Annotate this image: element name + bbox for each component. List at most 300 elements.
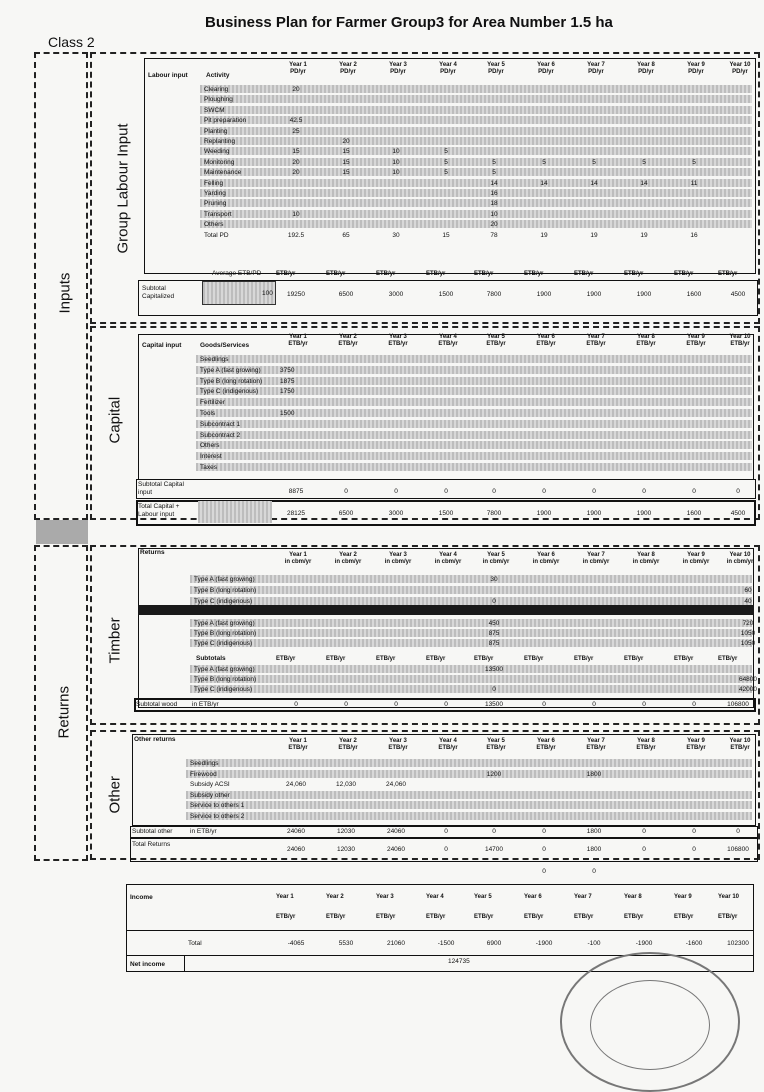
year-header: Year 6 ETB/yr xyxy=(536,334,556,347)
labour-subtotal-value: 1900 xyxy=(636,291,652,298)
activity-value: 14 xyxy=(590,179,598,187)
below-value: 0 xyxy=(592,868,596,875)
other-row-label: Subsidy other xyxy=(190,791,230,799)
capital-total-value: 1600 xyxy=(686,510,702,517)
year-header: Year 8 ETB/yr xyxy=(636,738,656,751)
year-header: Year 2 PD/yr xyxy=(339,62,357,75)
income-total-value: 21060 xyxy=(386,940,406,947)
year-header: Year 4 PD/yr xyxy=(439,62,457,75)
activity-value: 5 xyxy=(492,158,496,166)
other-row-label: Service to others 1 xyxy=(190,802,245,809)
activity-value: 78 xyxy=(490,231,498,239)
net-income-value: 124735 xyxy=(448,958,470,965)
etb-header: ETB/yr xyxy=(474,656,494,662)
year-header: Year 7 ETB/yr xyxy=(586,738,606,751)
etb-header: ETB/yr xyxy=(326,656,346,662)
activity-value: 10 xyxy=(392,158,400,166)
year-header: Year 10 in cbm/yr xyxy=(726,552,754,565)
capital-total-value: 1900 xyxy=(636,510,652,517)
activity-value: 25 xyxy=(292,127,300,135)
capital-total-value: 3000 xyxy=(388,510,404,517)
etb-header: ETB/yr xyxy=(674,271,694,277)
year-header: Year 3 in cbm/yr xyxy=(384,552,412,565)
activity-value: 15 xyxy=(342,169,350,177)
year-header: Year 3 ETB/yr xyxy=(388,738,408,751)
capital-row-label: Interest xyxy=(200,453,222,461)
labour-subtotal-value: 1900 xyxy=(536,291,552,298)
timber-cbm-value: 30 xyxy=(490,576,498,583)
capital-subtotal-value: 0 xyxy=(542,488,546,495)
capital-total-value: 6500 xyxy=(338,510,354,517)
returns-label: Returns xyxy=(140,549,165,556)
timber-etb-value: 42000 xyxy=(738,686,758,693)
activity-row-label: Replanting xyxy=(204,138,236,145)
other-section-label: Other xyxy=(106,775,124,814)
timber-cbm-value: 60 xyxy=(744,587,752,594)
capital-subtotal-value: 0 xyxy=(444,488,448,495)
labour-subtotal-value: 19250 xyxy=(286,291,306,298)
year-header: Year 1 PD/yr xyxy=(289,62,307,75)
year-header: Year 4 ETB/yr xyxy=(438,334,458,347)
etb-header: ETB/yr xyxy=(426,656,446,662)
capital-value: 3750 xyxy=(280,366,295,374)
timber-subtotal-value: 0 xyxy=(542,701,546,708)
activity-row-label: Yarding xyxy=(204,190,226,197)
other-subtotal-value: 0 xyxy=(444,828,448,835)
returns-section-label: Returns xyxy=(55,685,73,739)
timber-price-value: 875 xyxy=(488,640,500,647)
income-year-header: Year 2 xyxy=(326,894,344,900)
income-year-header: Year 7 xyxy=(574,894,592,900)
income-total-value: 102300 xyxy=(727,940,749,947)
activity-value: 15 xyxy=(292,148,300,156)
capital-total-value: 1500 xyxy=(438,510,454,517)
etb-header: ETB/yr xyxy=(718,271,738,277)
returns-total-value: 0 xyxy=(692,846,696,853)
year-header: Year 5 ETB/yr xyxy=(486,334,506,347)
income-year-header: Year 8 xyxy=(624,894,642,900)
activity-value: 20 xyxy=(490,221,498,229)
timber-etb-value: 64800 xyxy=(738,676,758,683)
etb-header: ETB/yr xyxy=(426,271,446,277)
labour-input-label: Labour input xyxy=(148,72,188,79)
income-total-value: -1500 xyxy=(437,940,455,947)
capital-subtotal-value: 0 xyxy=(692,488,696,495)
year-header: Year 10 ETB/yr xyxy=(729,334,751,347)
net-income-label: Net income xyxy=(130,961,166,968)
timber-price-value: 1050 xyxy=(740,630,756,637)
activity-row-label: Ploughing xyxy=(204,96,233,104)
capital-total-value: 7800 xyxy=(486,510,502,517)
capital-section-label: Capital xyxy=(106,396,124,444)
timber-subtotal-label: Subtotal wood xyxy=(136,701,178,708)
etb-header: ETB/yr xyxy=(474,271,494,277)
other-subtotal-value: 12030 xyxy=(336,828,356,835)
row-shading xyxy=(196,463,752,471)
year-header: Year 10 PD/yr xyxy=(729,62,751,75)
activity-value: 20 xyxy=(292,158,300,166)
other-subtotal-value: 0 xyxy=(692,828,696,835)
activity-value: 10 xyxy=(392,169,400,177)
page-title: Business Plan for Farmer Group3 for Area Number 1.5 ha xyxy=(205,14,613,31)
income-row-divider xyxy=(126,930,754,931)
capital-subtotal-value: 0 xyxy=(492,488,496,495)
timber-price-value: 1050 xyxy=(740,640,756,647)
other-value: 24,060 xyxy=(386,781,406,788)
returns-total-value: 106800 xyxy=(727,846,749,853)
etb-header: ETB/yr xyxy=(624,656,644,662)
timber-subtotals-label: Subtotals xyxy=(196,655,226,662)
row-shading xyxy=(196,431,752,439)
returns-total-value: 24060 xyxy=(286,846,306,853)
returns-total-value: 12030 xyxy=(336,846,356,853)
timber-subtotal-value: 0 xyxy=(642,701,646,708)
timber-etb-value: 0 xyxy=(492,686,496,693)
capital-subtotal-value: 0 xyxy=(642,488,646,495)
year-header: Year 6 PD/yr xyxy=(537,62,555,75)
returns-total-value: 14700 xyxy=(484,846,504,853)
activity-value: 14 xyxy=(640,179,648,187)
year-header: Year 5 in cbm/yr xyxy=(482,552,510,565)
returns-total-value: 0 xyxy=(642,846,646,853)
labour-subtotal-value: 1900 xyxy=(586,291,602,298)
activity-row-label: Planting xyxy=(204,127,228,135)
activity-value: 19 xyxy=(640,231,648,239)
activity-value: 15 xyxy=(342,148,350,156)
year-header: Year 3 ETB/yr xyxy=(388,334,408,347)
activity-value: 10 xyxy=(292,210,300,218)
returns-total-value: 24060 xyxy=(386,846,406,853)
timber-subtotal-value: 0 xyxy=(344,701,348,708)
income-unit-header: ETB/yr xyxy=(574,914,594,920)
activity-row-label: SWCM xyxy=(204,106,225,114)
income-unit-header: ETB/yr xyxy=(276,914,296,920)
capital-row-label: Subcontract 2 xyxy=(200,431,241,439)
other-subtotal-value: 1800 xyxy=(586,828,602,835)
below-value: 0 xyxy=(542,868,546,875)
activity-value: 5 xyxy=(542,158,546,166)
year-header: Year 8 PD/yr xyxy=(637,62,655,75)
labour-subtotal-value: 1500 xyxy=(438,291,454,298)
other-subtotal-value: 0 xyxy=(736,828,740,835)
row-shading xyxy=(196,441,752,449)
timber-subtotal-unit: in ETB/yr xyxy=(192,701,219,708)
other-row-label: Firewood xyxy=(190,770,217,778)
income-unit-header: ETB/yr xyxy=(326,914,346,920)
year-header: Year 3 PD/yr xyxy=(389,62,407,75)
year-header: Year 4 in cbm/yr xyxy=(434,552,462,565)
timber-cbm-row-label: Type C (indigenous) xyxy=(194,598,253,605)
capital-total-value: 1900 xyxy=(586,510,602,517)
activity-value: 30 xyxy=(392,231,400,239)
activity-value: 5 xyxy=(492,169,496,177)
income-total-value: -100 xyxy=(587,940,601,947)
activity-value: 65 xyxy=(342,231,350,239)
capital-row-label: Fertilizer xyxy=(200,399,225,407)
capital-total-value: 1900 xyxy=(536,510,552,517)
activity-value: 5 xyxy=(692,158,696,166)
income-year-header: Year 6 xyxy=(524,894,542,900)
year-header: Year 8 ETB/yr xyxy=(636,334,656,347)
activity-value: 18 xyxy=(490,200,498,208)
capital-row-label: Others xyxy=(200,442,220,450)
capital-value: 1750 xyxy=(280,388,295,396)
capital-input-label: Capital input xyxy=(142,342,182,349)
year-header: Year 7 PD/yr xyxy=(587,62,605,75)
etb-header: ETB/yr xyxy=(376,271,396,277)
row-shading xyxy=(190,575,752,583)
income-unit-header: ETB/yr xyxy=(674,914,694,920)
etb-header: ETB/yr xyxy=(674,656,694,662)
timber-price-row-label: Type A (fast growing) xyxy=(194,620,255,627)
activity-value: 19 xyxy=(590,231,598,239)
row-shading xyxy=(186,759,752,767)
timber-etb-row-label: Type A (fast growing) xyxy=(194,666,255,673)
year-header: Year 1 ETB/yr xyxy=(288,738,308,751)
capital-row-label: Type A (fast growing) xyxy=(200,366,261,374)
income-year-header: Year 9 xyxy=(674,894,692,900)
labour-subtotal-value: 1600 xyxy=(686,291,702,298)
other-row-label: Seedlings xyxy=(190,760,219,767)
activity-row-label: Monitoring xyxy=(204,158,235,166)
etb-header: ETB/yr xyxy=(574,271,594,277)
timber-subtotal-value: 0 xyxy=(394,701,398,708)
activity-value: 5 xyxy=(444,169,448,177)
capital-subtotal-value: 8875 xyxy=(288,488,304,495)
activity-value: 42.5 xyxy=(289,117,303,125)
income-unit-header: ETB/yr xyxy=(718,914,738,920)
labour-subtotal-value: 3000 xyxy=(388,291,404,298)
capital-subtotal-label: Subtotal Capital input xyxy=(138,481,184,497)
activity-value: 5 xyxy=(444,148,448,156)
year-header: Year 9 ETB/yr xyxy=(686,334,706,347)
year-header: Year 5 ETB/yr xyxy=(486,738,506,751)
etb-header: ETB/yr xyxy=(326,271,346,277)
timber-price-value: 450 xyxy=(488,620,500,627)
other-value: 12,030 xyxy=(336,781,356,788)
income-total-value: -1900 xyxy=(535,940,553,947)
inputs-section-label: Inputs xyxy=(56,272,74,314)
row-shading xyxy=(190,586,752,594)
timber-price-row-label: Type B (long rotation) xyxy=(194,630,257,637)
labour-subtotal-value: 6500 xyxy=(338,291,354,298)
income-unit-header: ETB/yr xyxy=(624,914,644,920)
row-shading xyxy=(200,137,752,145)
capital-subtotal-value: 0 xyxy=(394,488,398,495)
row-shading xyxy=(186,812,752,820)
income-year-header: Year 4 xyxy=(426,894,444,900)
row-shading xyxy=(186,801,752,809)
activity-row-label: Pruning xyxy=(204,200,227,208)
average-etb-label: Average ETB/PD xyxy=(212,270,262,277)
etb-header: ETB/yr xyxy=(524,271,544,277)
row-shading xyxy=(196,355,752,363)
activity-row-label: Felling xyxy=(204,179,224,187)
timber-subtotal-value: 0 xyxy=(592,701,596,708)
timber-price-value: 875 xyxy=(488,630,500,637)
other-returns-label: Other returns xyxy=(134,736,176,743)
timber-section-label: Timber xyxy=(106,617,124,664)
timber-price-row-label: Type C (indigenous) xyxy=(194,640,253,647)
activity-value: 14 xyxy=(490,179,498,187)
row-shading xyxy=(190,619,752,627)
capital-total-value: 28125 xyxy=(286,510,306,517)
class-label: Class 2 xyxy=(48,34,95,50)
capital-row-label: Type C (indigenous) xyxy=(200,388,259,396)
etb-header: ETB/yr xyxy=(524,656,544,662)
income-total-label: Total xyxy=(188,940,202,947)
capital-value: 1875 xyxy=(280,377,295,385)
other-value: 24,060 xyxy=(286,781,306,788)
activity-row-label: Maintenance xyxy=(204,169,242,177)
activity-row-label: Transport xyxy=(204,210,232,218)
capital-value: 1500 xyxy=(280,410,295,417)
other-subtotal-value: 0 xyxy=(492,828,496,835)
etb-header: ETB/yr xyxy=(376,656,396,662)
activity-value: 192.5 xyxy=(287,231,305,239)
etb-header: ETB/yr xyxy=(718,656,738,662)
row-shading xyxy=(190,665,752,673)
income-year-header: Year 5 xyxy=(474,894,492,900)
group-labour-section-label: Group Labour Input xyxy=(114,123,132,254)
row-shading xyxy=(190,597,752,605)
returns-total-value: 1800 xyxy=(586,846,602,853)
activity-header: Activity xyxy=(206,72,230,79)
activity-value: 11 xyxy=(690,179,698,187)
etb-header: ETB/yr xyxy=(276,271,296,277)
returns-total-value: 0 xyxy=(444,846,448,853)
row-shading xyxy=(196,452,752,460)
income-total-value: -4065 xyxy=(287,940,305,947)
activity-row-label: Weeding xyxy=(204,148,230,156)
activity-row-label: Clearing xyxy=(204,86,229,93)
capital-subtotal-value: 0 xyxy=(344,488,348,495)
activity-value: 19 xyxy=(540,231,548,239)
activity-value: 5 xyxy=(642,158,646,166)
activity-value: 16 xyxy=(490,190,498,197)
year-header: Year 9 PD/yr xyxy=(687,62,705,75)
activity-row-label: Total PD xyxy=(204,231,229,239)
year-header: Year 2 ETB/yr xyxy=(338,738,358,751)
other-row-label: Subsidy ACSI xyxy=(190,781,230,788)
section-divider xyxy=(36,520,88,544)
returns-total-value: 0 xyxy=(542,846,546,853)
other-subtotal-value: 0 xyxy=(642,828,646,835)
year-header: Year 1 ETB/yr xyxy=(288,334,308,347)
income-year-header: Year 1 xyxy=(276,894,294,900)
activity-value: 15 xyxy=(442,231,450,239)
income-unit-header: ETB/yr xyxy=(426,914,446,920)
capital-row-label: Type B (long rotation) xyxy=(200,377,263,385)
timber-subtotal-value: 0 xyxy=(692,701,696,708)
timber-subtotal-value: 13500 xyxy=(484,701,504,708)
year-header: Year 4 ETB/yr xyxy=(438,738,458,751)
timber-price-value: 720 xyxy=(742,620,754,627)
activity-row-label: Others xyxy=(204,221,224,229)
timber-subtotal-value: 0 xyxy=(294,701,298,708)
income-year-header: Year 3 xyxy=(376,894,394,900)
row-shading xyxy=(190,639,752,647)
year-header: Year 6 in cbm/yr xyxy=(532,552,560,565)
capital-subtotal-value: 0 xyxy=(592,488,596,495)
capital-total-label: Total Capital + Labour input xyxy=(138,503,180,519)
activity-value: 16 xyxy=(690,231,698,239)
timber-subtotal-value: 0 xyxy=(444,701,448,708)
row-shading xyxy=(196,420,752,428)
year-header: Year 9 in cbm/yr xyxy=(682,552,710,565)
activity-row-label: Pit preparation xyxy=(204,117,247,125)
capital-total-shade xyxy=(198,501,272,523)
year-header: Year 7 ETB/yr xyxy=(586,334,606,347)
labour-subtotal-value: 7800 xyxy=(486,291,502,298)
net-income-cell-divider xyxy=(184,955,185,972)
row-shading xyxy=(200,106,752,114)
year-header: Year 6 ETB/yr xyxy=(536,738,556,751)
goods-services-header: Goods/Services xyxy=(200,342,250,349)
activity-value: 10 xyxy=(392,148,400,156)
income-unit-header: ETB/yr xyxy=(524,914,544,920)
row-shading xyxy=(196,398,752,406)
income-total-value: 5530 xyxy=(338,940,354,947)
capital-row-label: Taxes xyxy=(200,464,217,471)
row-shading xyxy=(200,95,752,103)
timber-cbm-value: 0 xyxy=(492,598,496,605)
capital-row-label: Tools xyxy=(200,410,216,417)
income-unit-header: ETB/yr xyxy=(474,914,494,920)
other-subtotal-value: 0 xyxy=(542,828,546,835)
year-header: Year 7 in cbm/yr xyxy=(582,552,610,565)
other-subtotal-value: 24060 xyxy=(386,828,406,835)
activity-value: 20 xyxy=(342,138,350,145)
capital-row-label: Subcontract 1 xyxy=(200,420,241,428)
official-stamp-inner xyxy=(590,980,710,1070)
capital-row-label: Seedlings xyxy=(200,356,229,363)
timber-etb-row-label: Type C (indigenous) xyxy=(194,686,253,693)
activity-value: 15 xyxy=(342,158,350,166)
row-shading xyxy=(190,675,752,683)
year-header: Year 10 ETB/yr xyxy=(729,738,751,751)
income-year-header: Year 10 xyxy=(718,894,740,900)
year-header: Year 8 in cbm/yr xyxy=(632,552,660,565)
activity-value: 20 xyxy=(292,86,300,93)
income-total-value: -1600 xyxy=(685,940,703,947)
row-shading xyxy=(186,770,752,778)
etb-header: ETB/yr xyxy=(276,656,296,662)
timber-cbm-value: 40 xyxy=(744,598,752,605)
other-subtotal-unit: in ETB/yr xyxy=(190,828,217,835)
timber-cbm-row-label: Type B (long rotation) xyxy=(194,587,257,594)
other-subtotal-value: 24060 xyxy=(286,828,306,835)
year-header: Year 5 PD/yr xyxy=(487,62,505,75)
avg-etb-value: 100 xyxy=(262,290,273,297)
capital-total-value: 4500 xyxy=(730,510,746,517)
year-header: Year 9 ETB/yr xyxy=(686,738,706,751)
year-header: Year 2 ETB/yr xyxy=(338,334,358,347)
income-unit-header: ETB/yr xyxy=(376,914,396,920)
income-total-value: 6900 xyxy=(486,940,502,947)
row-shading xyxy=(190,629,752,637)
activity-value: 5 xyxy=(444,158,448,166)
other-subtotal-label: Subtotal other xyxy=(132,828,173,835)
labour-subtotal-label: Subtotal Capitalized xyxy=(142,285,175,301)
income-total-value: -1900 xyxy=(635,940,653,947)
year-header: Year 1 in cbm/yr xyxy=(284,552,312,565)
other-value: 1200 xyxy=(486,770,502,778)
year-header: Year 2 in cbm/yr xyxy=(334,552,362,565)
timber-cbm-row-label: Type A (fast growing) xyxy=(194,576,255,583)
labour-subtotal-value: 4500 xyxy=(730,291,746,298)
etb-header: ETB/yr xyxy=(624,271,644,277)
